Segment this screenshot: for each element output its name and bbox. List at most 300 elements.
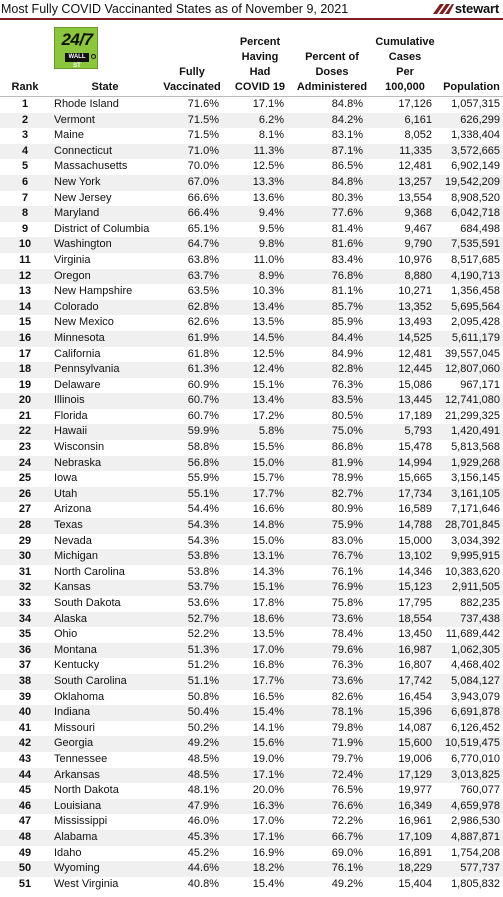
- cell-fully-vaccinated: 53.6%: [187, 597, 219, 609]
- cell-percent-doses: 86.8%: [331, 441, 363, 454]
- cell-percent-had-covid: 10.3%: [252, 285, 284, 298]
- table-row: [0, 627, 503, 643]
- cell-percent-doses: 82.6%: [331, 690, 363, 703]
- cell-rank: 33: [18, 597, 32, 609]
- cell-population: 2,911,505: [451, 581, 500, 594]
- cell-cumulative-cases: 6,161: [404, 113, 432, 126]
- table-row: [0, 736, 503, 752]
- cell-fully-vaccinated: 51.3%: [187, 643, 219, 656]
- cell-rank: 36: [18, 643, 32, 656]
- cell-percent-had-covid: 14.1%: [252, 721, 284, 734]
- cell-state: West Virginia: [54, 877, 119, 890]
- cell-fully-vaccinated: 53.8%: [187, 565, 219, 578]
- header-line: Percent of: [305, 51, 359, 63]
- table-row: [0, 518, 503, 534]
- table-row: [0, 674, 503, 690]
- cell-percent-doses: 76.5%: [331, 784, 363, 797]
- table-row: [0, 783, 503, 799]
- cell-percent-doses: 84.4%: [331, 331, 363, 344]
- table-row: [0, 502, 503, 518]
- cell-percent-had-covid: 15.4%: [252, 706, 284, 719]
- cell-population: 3,013,825: [451, 768, 500, 781]
- cell-state: North Dakota: [54, 784, 119, 797]
- cell-cumulative-cases: 13,445: [398, 394, 432, 407]
- cell-percent-doses: 77.6%: [331, 207, 363, 220]
- cell-rank: 34: [18, 612, 32, 625]
- cell-percent-doses: 49.2%: [331, 877, 363, 890]
- cell-rank: 8: [21, 207, 29, 220]
- table-row: [0, 877, 503, 893]
- cell-rank: 4: [21, 144, 29, 157]
- cell-state: New Mexico: [54, 316, 114, 329]
- header-line: Doses: [315, 66, 349, 78]
- cell-state: Ohio: [54, 628, 78, 641]
- cell-population: 967,171: [460, 378, 500, 391]
- header-line: Cumulative: [375, 36, 435, 48]
- cell-state: Vermont: [54, 113, 95, 126]
- cell-percent-had-covid: 13.6%: [252, 191, 284, 204]
- cell-cumulative-cases: 15,478: [398, 441, 432, 454]
- cell-population: 1,338,404: [451, 129, 500, 142]
- cell-state: South Carolina: [54, 674, 127, 687]
- cell-cumulative-cases: 12,481: [398, 347, 432, 360]
- cell-percent-had-covid: 13.4%: [252, 300, 284, 313]
- cell-state: Pennsylvania: [54, 363, 120, 376]
- table-row: [0, 861, 503, 877]
- cell-fully-vaccinated: 46.0%: [187, 815, 219, 828]
- header-percent-doses: [292, 50, 372, 95]
- table-row: [0, 830, 503, 846]
- cell-population: 8,908,520: [451, 191, 500, 204]
- cell-cumulative-cases: 17,109: [398, 830, 432, 843]
- cell-state: Louisiana: [54, 799, 102, 812]
- cell-percent-had-covid: 6.2%: [258, 113, 284, 126]
- table-row: [0, 721, 503, 737]
- table-row: [0, 549, 503, 565]
- cell-percent-had-covid: 14.8%: [252, 519, 284, 532]
- cell-state: Virginia: [54, 253, 91, 266]
- cell-rank: 9: [21, 222, 29, 235]
- table-row: [0, 752, 503, 768]
- cell-fully-vaccinated: 45.2%: [187, 846, 219, 859]
- cell-state: New York: [54, 175, 101, 188]
- cell-cumulative-cases: 14,788: [398, 519, 432, 532]
- table-row: [0, 113, 503, 129]
- cell-population: 1,057,315: [451, 98, 500, 110]
- cell-percent-doses: 75.8%: [331, 597, 363, 609]
- cell-state: Arizona: [54, 503, 92, 516]
- header-line: Having: [241, 51, 279, 63]
- cell-cumulative-cases: 15,665: [398, 472, 432, 485]
- cell-state: Oregon: [54, 269, 91, 282]
- cell-population: 39,557,045: [444, 347, 500, 360]
- header-line: 100,000: [385, 81, 425, 93]
- cell-state: Idaho: [54, 846, 82, 859]
- cell-fully-vaccinated: 59.9%: [187, 425, 219, 438]
- cell-percent-had-covid: 18.6%: [252, 612, 284, 625]
- table-row: [0, 347, 503, 363]
- cell-rank: 46: [18, 799, 32, 812]
- table-row: [0, 269, 503, 285]
- cell-percent-had-covid: 16.9%: [252, 846, 284, 859]
- cell-percent-doses: 76.6%: [331, 799, 363, 812]
- cell-cumulative-cases: 12,481: [398, 160, 432, 173]
- cell-cumulative-cases: 14,994: [398, 456, 432, 469]
- cell-population: 3,156,145: [451, 472, 500, 485]
- cell-cumulative-cases: 8,052: [404, 129, 432, 142]
- cell-percent-doses: 76.7%: [331, 550, 363, 563]
- cell-percent-doses: 78.4%: [331, 628, 363, 641]
- cell-rank: 6: [21, 175, 29, 188]
- header-state: State: [91, 81, 119, 93]
- header-line: Cases: [388, 51, 422, 63]
- cell-fully-vaccinated: 61.3%: [187, 363, 219, 376]
- cell-fully-vaccinated: 48.1%: [187, 784, 219, 797]
- table-row: [0, 175, 503, 191]
- cell-fully-vaccinated: 51.1%: [187, 674, 219, 687]
- table-row: [0, 393, 503, 409]
- table-row: [0, 331, 503, 347]
- table-row: [0, 658, 503, 674]
- cell-state: South Dakota: [54, 597, 121, 609]
- table-row: [0, 159, 503, 175]
- cell-fully-vaccinated: 71.5%: [187, 113, 219, 126]
- cell-fully-vaccinated: 47.9%: [187, 799, 219, 812]
- cell-fully-vaccinated: 45.3%: [187, 830, 219, 843]
- cell-population: 28,701,845: [444, 519, 500, 532]
- cell-rank: 10: [18, 238, 32, 251]
- cell-rank: 22: [18, 425, 32, 438]
- cell-population: 5,611,179: [451, 331, 500, 344]
- cell-percent-had-covid: 15.0%: [252, 456, 284, 469]
- cell-population: 21,299,325: [444, 409, 500, 422]
- cell-population: 6,126,452: [451, 721, 500, 734]
- cell-cumulative-cases: 14,525: [398, 331, 432, 344]
- cell-rank: 43: [18, 752, 32, 765]
- cell-cumulative-cases: 13,554: [398, 191, 432, 204]
- cell-percent-doses: 80.5%: [331, 409, 363, 422]
- cell-percent-doses: 81.6%: [331, 238, 363, 251]
- cell-fully-vaccinated: 70.0%: [187, 160, 219, 173]
- cell-population: 12,807,060: [444, 363, 500, 376]
- cell-cumulative-cases: 9,467: [404, 222, 432, 235]
- cell-percent-doses: 81.1%: [331, 285, 363, 298]
- cell-state: Mississippi: [54, 815, 108, 828]
- cell-percent-doses: 82.8%: [331, 363, 363, 376]
- cell-percent-had-covid: 13.1%: [252, 550, 284, 563]
- cell-rank: 29: [18, 534, 32, 547]
- cell-state: Connecticut: [54, 144, 113, 157]
- cell-state: Iowa: [54, 472, 78, 485]
- cell-population: 5,813,568: [451, 441, 500, 454]
- cell-cumulative-cases: 16,589: [398, 503, 432, 516]
- cell-cumulative-cases: 5,793: [404, 425, 432, 438]
- cell-state: Tennessee: [54, 752, 108, 765]
- cell-percent-had-covid: 15.7%: [252, 472, 284, 485]
- cell-state: Maine: [54, 129, 84, 142]
- table-row: [0, 144, 503, 160]
- table-row: [0, 315, 503, 331]
- cell-percent-had-covid: 20.0%: [252, 784, 284, 797]
- cell-fully-vaccinated: 63.7%: [187, 269, 219, 282]
- cell-rank: 27: [18, 503, 32, 516]
- cell-percent-doses: 76.8%: [331, 269, 363, 282]
- cell-population: 737,438: [460, 612, 500, 625]
- table-row: [0, 814, 503, 830]
- cell-cumulative-cases: 17,189: [398, 409, 432, 422]
- cell-percent-doses: 87.1%: [331, 144, 363, 157]
- cell-fully-vaccinated: 58.8%: [187, 441, 219, 454]
- table-row: [0, 378, 503, 394]
- table-row: [0, 97, 503, 113]
- table-row: [0, 612, 503, 628]
- cell-state: North Carolina: [54, 565, 125, 578]
- cell-state: Hawaii: [54, 425, 88, 438]
- cell-percent-had-covid: 15.4%: [252, 877, 284, 890]
- cell-cumulative-cases: 19,006: [398, 752, 432, 765]
- cell-population: 1,754,208: [451, 846, 500, 859]
- table-row: [0, 534, 503, 550]
- cell-rank: 18: [18, 363, 32, 376]
- cell-percent-doses: 84.9%: [331, 347, 363, 360]
- cell-cumulative-cases: 17,795: [398, 597, 432, 609]
- cell-population: 3,034,392: [451, 534, 500, 547]
- cell-percent-had-covid: 9.5%: [258, 222, 284, 235]
- cell-cumulative-cases: 16,454: [398, 690, 432, 703]
- cell-cumulative-cases: 13,493: [398, 316, 432, 329]
- cell-fully-vaccinated: 53.7%: [187, 581, 219, 594]
- table-row: [0, 643, 503, 659]
- cell-state: Nebraska: [54, 456, 102, 469]
- cell-rank: 50: [18, 862, 32, 875]
- cell-rank: 2: [21, 113, 29, 126]
- cell-percent-doses: 76.3%: [331, 378, 363, 391]
- cell-population: 2,095,428: [451, 316, 500, 329]
- cell-fully-vaccinated: 55.1%: [187, 487, 219, 500]
- header-fully-vaccinated: [157, 65, 227, 95]
- cell-rank: 17: [18, 347, 32, 360]
- cell-cumulative-cases: 10,271: [398, 285, 432, 298]
- cell-fully-vaccinated: 61.8%: [187, 347, 219, 360]
- cell-percent-doses: 71.9%: [331, 737, 363, 750]
- cell-fully-vaccinated: 44.6%: [187, 862, 219, 875]
- cell-fully-vaccinated: 61.9%: [187, 331, 219, 344]
- cell-rank: 16: [18, 331, 32, 344]
- cell-state: Alabama: [54, 830, 98, 843]
- cell-percent-doses: 73.6%: [331, 674, 363, 687]
- cell-percent-doses: 85.7%: [331, 300, 363, 313]
- cell-percent-had-covid: 12.4%: [252, 363, 284, 376]
- cell-percent-doses: 82.7%: [331, 487, 363, 500]
- cell-population: 10,519,475: [444, 737, 500, 750]
- cell-rank: 5: [21, 160, 29, 173]
- header-line: Fully: [179, 66, 205, 78]
- cell-rank: 20: [18, 394, 32, 407]
- cell-population: 760,077: [460, 784, 500, 797]
- cell-percent-had-covid: 12.5%: [252, 347, 284, 360]
- cell-percent-doses: 76.9%: [331, 581, 363, 594]
- cell-cumulative-cases: 13,352: [398, 300, 432, 313]
- cell-cumulative-cases: 8,880: [404, 269, 432, 282]
- cell-rank: 42: [18, 737, 32, 750]
- cell-cumulative-cases: 11,335: [399, 144, 432, 157]
- cell-percent-doses: 84.2%: [331, 113, 363, 126]
- cell-cumulative-cases: 13,257: [398, 175, 432, 188]
- cell-percent-doses: 72.2%: [331, 815, 363, 828]
- cell-population: 8,517,685: [451, 253, 500, 266]
- cell-cumulative-cases: 17,129: [398, 768, 432, 781]
- cell-percent-doses: 66.7%: [331, 830, 363, 843]
- cell-cumulative-cases: 10,976: [398, 253, 432, 266]
- cell-fully-vaccinated: 52.7%: [187, 612, 219, 625]
- cell-percent-had-covid: 9.8%: [258, 238, 284, 251]
- table-row: [0, 128, 503, 144]
- cell-state: Montana: [54, 643, 97, 656]
- cell-cumulative-cases: 15,123: [398, 581, 432, 594]
- cell-population: 11,689,442: [445, 628, 500, 641]
- cell-percent-had-covid: 17.7%: [252, 487, 284, 500]
- cell-cumulative-cases: 9,368: [404, 207, 432, 220]
- cell-rank: 41: [18, 721, 32, 734]
- cell-fully-vaccinated: 63.5%: [187, 285, 219, 298]
- cell-cumulative-cases: 17,734: [398, 487, 432, 500]
- table-row: [0, 191, 503, 207]
- cell-percent-doses: 81.9%: [331, 456, 363, 469]
- cell-percent-doses: 72.4%: [331, 768, 363, 781]
- cell-state: Kansas: [54, 581, 91, 594]
- cell-fully-vaccinated: 48.5%: [187, 752, 219, 765]
- cell-population: 4,190,713: [451, 269, 500, 282]
- cell-cumulative-cases: 12,445: [398, 363, 432, 376]
- cell-population: 1,805,832: [451, 877, 500, 890]
- cell-state: Florida: [54, 409, 88, 422]
- cell-rank: 7: [21, 191, 29, 204]
- cell-state: Washington: [54, 238, 112, 251]
- cell-state: Missouri: [54, 721, 95, 734]
- cell-percent-doses: 79.6%: [331, 643, 363, 656]
- cell-percent-doses: 73.6%: [331, 612, 363, 625]
- cell-state: New Jersey: [54, 191, 112, 204]
- logo-text: 24/7: [61, 30, 93, 49]
- cell-rank: 13: [18, 285, 32, 298]
- table-row: [0, 456, 503, 472]
- cell-rank: 21: [18, 409, 32, 422]
- cell-rank: 15: [18, 316, 32, 329]
- table-row: [0, 253, 503, 269]
- table-row: [0, 471, 503, 487]
- cell-percent-had-covid: 11.3%: [253, 144, 284, 157]
- cell-population: 5,695,564: [451, 300, 500, 313]
- table-row: [0, 768, 503, 784]
- cell-cumulative-cases: 16,891: [398, 846, 432, 859]
- cell-population: 6,770,010: [451, 752, 500, 765]
- cell-population: 7,535,591: [451, 238, 500, 251]
- cell-percent-had-covid: 17.1%: [252, 98, 284, 110]
- cell-percent-doses: 75.9%: [331, 519, 363, 532]
- cell-rank: 51: [18, 877, 32, 890]
- cell-percent-had-covid: 15.5%: [252, 441, 284, 454]
- cell-state: Georgia: [54, 737, 94, 750]
- cell-state: Massachusetts: [54, 160, 128, 173]
- cell-population: 1,420,491: [451, 425, 500, 438]
- cell-percent-had-covid: 8.9%: [258, 269, 284, 282]
- table-row: [0, 596, 503, 612]
- cell-fully-vaccinated: 63.8%: [187, 253, 219, 266]
- cell-rank: 11: [19, 253, 31, 266]
- table-row: [0, 300, 503, 316]
- cell-percent-had-covid: 17.8%: [252, 597, 284, 609]
- header-line: Per: [396, 66, 414, 78]
- cell-state: Illinois: [54, 394, 85, 407]
- cell-fully-vaccinated: 49.2%: [187, 737, 219, 750]
- header-population: Population: [443, 81, 500, 93]
- cell-state: Maryland: [54, 207, 100, 220]
- cell-population: 4,659,978: [451, 799, 500, 812]
- cell-cumulative-cases: 14,346: [398, 565, 432, 578]
- cell-cumulative-cases: 18,554: [398, 612, 432, 625]
- cell-percent-had-covid: 5.8%: [258, 425, 284, 438]
- table-row: [0, 237, 503, 253]
- header-line: Percent: [239, 36, 281, 48]
- cell-percent-doses: 76.1%: [331, 862, 363, 875]
- table-row: [0, 565, 503, 581]
- table-row: [0, 487, 503, 503]
- cell-fully-vaccinated: 51.2%: [187, 659, 219, 672]
- table-body: [0, 97, 503, 892]
- cell-population: 5,084,127: [451, 674, 500, 687]
- cell-percent-had-covid: 9.4%: [258, 207, 284, 220]
- cell-fully-vaccinated: 40.8%: [187, 877, 219, 890]
- cell-percent-had-covid: 18.2%: [252, 862, 284, 875]
- cell-rank: 49: [18, 846, 32, 859]
- cell-fully-vaccinated: 52.2%: [187, 628, 219, 641]
- table-row: [0, 206, 503, 222]
- cell-fully-vaccinated: 54.3%: [187, 519, 219, 532]
- cell-state: Oklahoma: [54, 690, 105, 703]
- header-cumulative-cases: [370, 35, 440, 95]
- header-line: Had: [249, 66, 271, 78]
- cell-percent-doses: 83.1%: [331, 129, 363, 142]
- cell-percent-had-covid: 16.5%: [252, 690, 284, 703]
- cell-state: Kentucky: [54, 659, 100, 672]
- logo-sub: WALL ST: [65, 53, 89, 62]
- cell-cumulative-cases: 16,807: [398, 659, 432, 672]
- cell-percent-had-covid: 11.0%: [253, 253, 284, 266]
- cell-rank: 48: [18, 830, 32, 843]
- cell-state: Rhode Island: [54, 98, 119, 110]
- cell-population: 6,902,149: [451, 160, 500, 173]
- page-title: Most Fully COVID Vaccinanted States as of November 9, 2021: [1, 2, 349, 16]
- cell-percent-had-covid: 15.0%: [252, 534, 284, 547]
- cell-rank: 30: [18, 550, 32, 563]
- cell-percent-had-covid: 16.8%: [252, 659, 284, 672]
- cell-percent-had-covid: 13.3%: [252, 175, 284, 188]
- cell-percent-doses: 78.1%: [331, 706, 363, 719]
- cell-cumulative-cases: 9,790: [404, 238, 432, 251]
- cell-state: Texas: [54, 519, 83, 532]
- cell-state: New Hampshire: [54, 285, 133, 298]
- cell-population: 1,062,305: [451, 643, 500, 656]
- cell-population: 4,887,871: [451, 830, 500, 843]
- cell-fully-vaccinated: 55.9%: [187, 472, 219, 485]
- header-line: COVID 19: [234, 81, 286, 93]
- cell-population: 3,572,665: [451, 144, 500, 157]
- cell-rank: 14: [18, 300, 32, 313]
- cell-fully-vaccinated: 71.0%: [187, 144, 219, 157]
- cell-percent-had-covid: 17.2%: [252, 409, 284, 422]
- cell-fully-vaccinated: 62.8%: [187, 300, 219, 313]
- cell-percent-doses: 84.8%: [331, 175, 363, 188]
